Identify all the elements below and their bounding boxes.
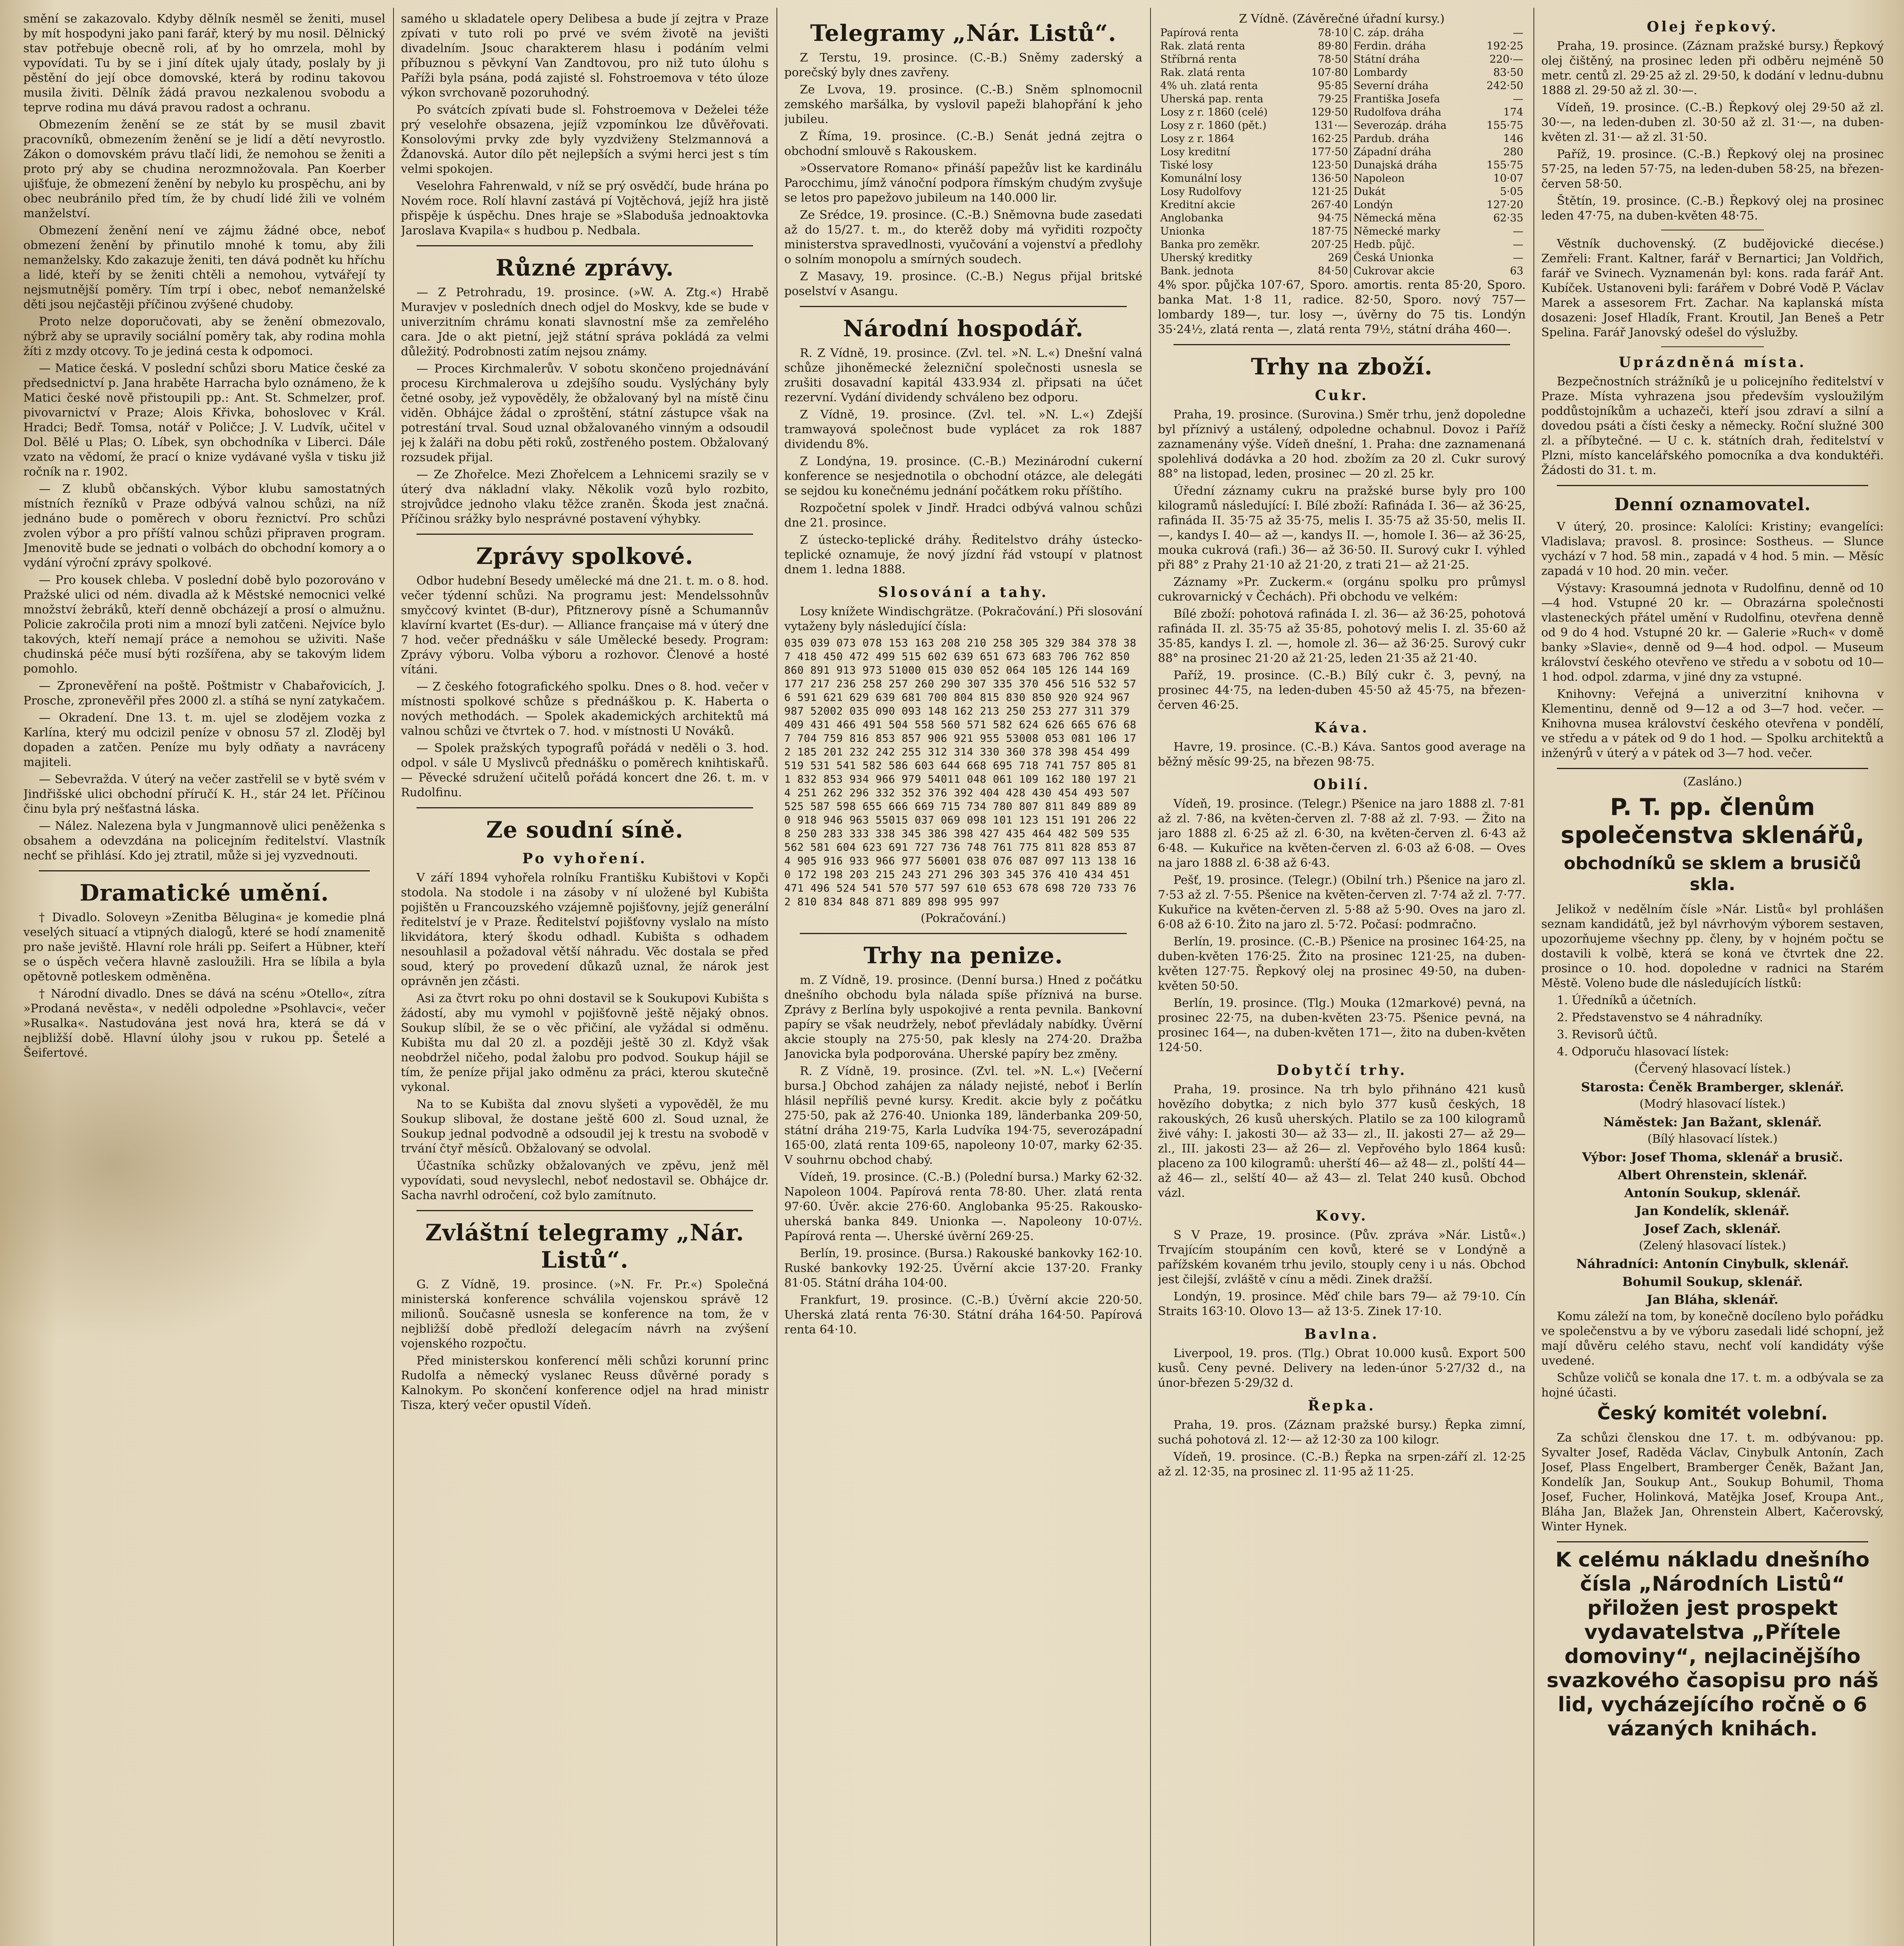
paragraph: S V Praze, 19. prosince. (Pův. zpráva »Nár. Listů«.) Trvajícím stoupáním cen kovů, které se v Londýně a pařížském kovaném trhu jevilo, stouply ceny i u nás. Obchod jest čilejší, zvláště v cínu a mědi. Zinek dražší. <box>1158 1228 1526 1286</box>
ballot-label: (Bílý hlasovací lístek.) <box>1647 1132 1778 1146</box>
paragraph: Vídeň, 19. prosince. (C.-B.) Řepka na srpen-září zl. 12·25 až zl. 12·35, na prosinec zl. 11·95 až 11·25. <box>1158 1450 1526 1479</box>
table-cell: 95·85 <box>1298 79 1351 93</box>
paragraph: 2. Představenstvo se 4 náhradníky. <box>1557 1011 1763 1024</box>
table-cell: — <box>1513 239 1523 251</box>
separator <box>1173 344 1510 345</box>
table-cell: Losy Rudolfovy <box>1160 186 1242 198</box>
table-cell: 280 <box>1503 146 1523 158</box>
separator <box>1557 1541 1868 1542</box>
paragraph: Komu záleží na tom, by konečně docíleno bylo pořádku ve společenstvu a by ve výboru zasedali lidé schopní, jež mají důvěru celého stavu, nechť volí kandidáty výše uvedené. <box>1541 1310 1884 1368</box>
paragraph: Paříž, 19. prosince. (C.-B.) Bílý cukr č. 3, pevný, na prosinec 44·75, na leden-duben 45·50 až 45·75, na březen-červen 46·25. <box>1158 669 1526 712</box>
table-cell: — <box>1513 93 1523 105</box>
candidate-name: Náhradníci: Antonín Cinybulk, sklenář. <box>1576 1256 1849 1271</box>
subheading: Dobytčí trhy. <box>1276 1062 1407 1078</box>
ad-subtitle: obchodníků se sklem a brusičů skla. <box>1563 854 1862 894</box>
paragraph: — Zpronevěření na poště. Poštmistr v Chabařovicích, J. Prosche, zpronevěřil přes 2000 zl. a stíhá se nyní zatykačem. <box>23 679 385 708</box>
paragraph: Z Říma, 19. prosince. (C.-B.) Senát jedná zejtra o obchodní smlouvě s Rakouskem. <box>784 130 1142 158</box>
table-row <box>1158 53 1526 66</box>
candidate-name: Výbor: Josef Thoma, sklenář a brusič. <box>1582 1150 1843 1164</box>
table-cell: 269 <box>1298 251 1351 265</box>
candidate-name: Antonín Soukup, sklenář. <box>1624 1186 1801 1200</box>
table-cell: Rak. zlatá renta <box>1160 67 1245 79</box>
paragraph: Liverpool, 19. pros. (Tlg.) Obrat 10.000 kusů. Export 500 kusů. Ceny pevné. Delivery na leden-únor 5·27/32 d., na únor-březen 5·29/32 d. <box>1158 1347 1526 1390</box>
paragraph: — Ze Zhořelce. Mezi Zhořelcem a Lehnicemi srazily se v úterý dva nákladní vlaky. Několik vozů bylo rozbito, strojvůdce jednoho vlaku těžce zraněn. Škoda jest značná. Příčinou srážky bylo nesprávné postavení výhybky. <box>401 468 769 526</box>
subheading: Uprázdněná místa. <box>1618 354 1807 371</box>
paragraph: Výstavy: Krasoumná jednota v Rudolfinu, denně od 10—4 hod. Vstupné 20 kr. — Obrazárna společnosti vlasteneckých přátel umění v Rudolfinu, otevřena denně od 9 do 4 hod. Vstupné 20 kr. — Galerie »Ruch« v domě banky »Slavie«, denně od 9—4 hod. odpol. — Museum království českého otevřeno ve středu a v sobotu od 10—1 hod. odpol. zdarma, v jiné dny za vstupné. <box>1541 581 1884 684</box>
table-cell: Ferdin. dráha <box>1353 40 1426 52</box>
table-cell: 107·80 <box>1298 66 1351 79</box>
table-cell: Lombardy <box>1353 67 1407 79</box>
subheading: Cukr. <box>1315 387 1369 404</box>
table-row <box>1158 119 1526 132</box>
table-cell: Losy z r. 1864 <box>1160 133 1235 145</box>
table-cell: Unionka <box>1160 225 1205 237</box>
table-row <box>1158 79 1526 93</box>
paragraph: Vídeň, 19. prosince. (C.-B.) (Polední bursa.) Marky 62·32. Napoleon 1004. Papírová renta 78·80. Uher. zlatá renta 97·60. Úvěr. akcie 276·60. Anglobanka 95·25. Rakousko-uherská banka 849. Unionka —. Napoleony 10·07½. Papírová renta —. Uherské úvěrní 269·25. <box>784 1170 1142 1243</box>
table-cell: Západní dráha <box>1353 146 1432 158</box>
paragraph: Proto nelze doporučovati, aby se ženění obmezovalo, nýbrž aby se upravily sociální poměry tak, aby rodina mohla žíti z mzdy otcovy. To je jediná cesta k odpomoci. <box>23 315 385 358</box>
table-row <box>1158 146 1526 159</box>
paragraph: Za schůzi členskou dne 17. t. m. odbývanou: pp. Syvalter Josef, Raděda Václav, Cinybulk Antonín, Zach Josef, Plass Engelbert, Bramberger Čeněk, Bažant Jan, Kondelík Jan, Soukup Ant., Soukup Bohumil, Thoma Josef, Fucher, Holinková, Matějka Josef, Kroupa Ant., Bláha Jan, Blažek Jan, Ohrenstein Albert, Kačerovský, Winter Hynek. <box>1541 1431 1884 1533</box>
ballot-label: (Modrý hlasovací lístek.) <box>1639 1097 1786 1111</box>
paragraph: R. Z Vídně, 19. prosince. (Zvl. tel. »N. L.«) Dnešní valná schůze jihoněmecké železniční společnosti usnesla se zrušiti dosavadní kapitál 433.934 zl. připsati na účet rezervní. Vydání dividendy schváleno bez odporu. <box>784 346 1142 404</box>
table-row <box>1158 172 1526 185</box>
table-cell: Papírová renta <box>1160 27 1239 39</box>
table-cell: Dukát <box>1353 186 1386 198</box>
table-cell: Kreditní akcie <box>1160 199 1235 211</box>
column-5 <box>1541 12 1884 1946</box>
table-cell: Uherský kreditky <box>1160 252 1252 264</box>
paragraph: Knihovny: Veřejná a univerzitní knihovna v Klementinu, denně od 9—12 a od 3—7 hod. večer. — Knihovna musea království českého otevřena v pondělí, ve středu a v pátek od 9 do 1 hod. — Spolku architektů a inženýrů v úterý a v pátek od 3—7 hod. večer. <box>1541 687 1884 760</box>
table-cell: 174 <box>1503 106 1523 118</box>
table-cell: 131·— <box>1298 119 1351 132</box>
table-cell: Dunajská dráha <box>1353 159 1437 171</box>
table-cell: Česká Unionka <box>1353 252 1434 264</box>
subheading: Kovy. <box>1316 1208 1368 1224</box>
separator <box>800 933 1127 934</box>
candidate-name: Albert Ohrenstein, sklenář. <box>1618 1168 1807 1182</box>
table-cell: 177·50 <box>1298 146 1351 159</box>
column-4 <box>1158 12 1526 1946</box>
paragraph: Losy knížete Windischgrätze. (Pokračování.) Při slosování vytaženy byly následující čísla: <box>784 605 1142 633</box>
paragraph: V září 1894 vyhořela rolníku Františku Kubištovi v Kopči stodola. Na stodole i na zásoby v ní uložené byl Kubišta pojištěn u Francouzského vzájemně pojišťovny, jejíž generální ředitelství je v Praze. Ředitelství pojišťovny vyslalo na místo likvidátora, který škodu odhadl. Kubišta s odhadem nesouhlasil a požadoval větší náhradu. Věc dostala se před soud, který po provedení důkazů uznal, že nárok jest oprávněn jen zčásti. <box>401 871 769 988</box>
table-row <box>1158 159 1526 172</box>
paragraph: Berlín, 19. prosince. (Bursa.) Rakouské bankovky 162·10. Ruské bankovky 192·25. Úvěrní akcie 137·20. Franky 81·05. Státní dráha 104·00. <box>784 1247 1142 1290</box>
paragraph: Po svátcích zpívati bude sl. Fohstroemova v Deželei téže prý veselohře obsazena, jejíž vzpomínkou lze důvěřovati. Konsolovými prvky zde byly vyzdviženy Stelzmannová a Ždanovská. Autor dílo pět nejlepších a svými herci jest s tím velmi spokojen. <box>401 103 769 176</box>
section-heading: Telegramy „Nár. Listů“. <box>810 20 1117 46</box>
table-cell: 127·20 <box>1486 199 1523 211</box>
column-1 <box>23 12 385 1946</box>
paragraph: — Okradení. Dne 13. t. m. ujel se zlodějem vozka z Karlína, který mu odcizil peníze v obnosu 57 zl. Zloděj byl dopaden a zatčen. Peníze mu byly odňaty a navráceny majiteli. <box>23 711 385 769</box>
column-divider <box>1533 8 1534 1946</box>
paragraph: Paříž, 19. prosince. (C.-B.) Řepkový olej na prosinec 57·25, na leden 57·75, na leden-duben 58·25, na březen-červen 58·50. <box>1541 148 1884 191</box>
paragraph: Frankfurt, 19. prosince. (C.-B.) Úvěrní akcie 220·50. Uherská zlatá renta 76·30. Státní dráha 164·50. Papírová renta 64·10. <box>784 1293 1142 1337</box>
candidate-name: Bohumil Soukup, sklenář. <box>1622 1274 1803 1289</box>
table-cell: Tiské losy <box>1160 159 1213 171</box>
table-row <box>1158 93 1526 106</box>
paragraph: Odbor hudební Besedy umělecké má dne 21. t. m. o 8. hod. večer týdenní schůzi. Na programu jest: Mendelssohnův smyčcový kvintet (B-dur), Pfitznerovy písně a Schumannův klavírní kvartet (Es-dur). — Alliance française má v úterý dne 7 hod. večer přednášku v sále Umělecké besedy. Program: Zprávy výboru. Volba výboru a rozhovor. Členové a hosté vítáni. <box>401 574 769 676</box>
paragraph: Praha, 19. prosince. Na trh bylo přihnáno 421 kusů hovězího dobytka; z nich bylo 377 kusů českých, 18 rakouských, 26 kusů uherských. Platilo se za 100 kilogramů živé váhy: I. jakosti 30— až 33— zl., II. jakosti 27— až 29— zl., III. jakosti 23— až 26— zl. Vepřového bylo 1864 kusů: placeno za 100 kilogramů: uherští 46— až 48— zl., polští 44— až 46— zl., selští 40— až 43— zl. Telat 240 kusů. Obchod vázl. <box>1158 1083 1526 1200</box>
table-cell: 121·25 <box>1298 185 1351 198</box>
paragraph: (Pokračování.) <box>920 912 1006 925</box>
separator <box>416 245 753 246</box>
subheading: Po vyhoření. <box>522 850 647 867</box>
paragraph: Berlín, 19. prosince. (C.-B.) Pšenice na prosinec 164·25, na duben-květen 176·25. Žito na prosinec 121·25, na duben-květen 127·75. Řepkový olej na prosinec 49·50, na duben-květen 50·50. <box>1158 935 1526 993</box>
subheading: Řepka. <box>1308 1398 1376 1414</box>
paragraph: — Z klubů občanských. Výbor klubu samostatných místních řezníků v Praze odbývá valnou schůzi, na níž jednáno bude o poměrech v oboru řeznictví. Pro schůzi zvolen výbor a pro příští valnou schůzi připraven program. Jmenovitě bude se jednati o volbách do obchodní komory a o vydání výroční zprávy spolkové. <box>23 482 385 570</box>
table-title: Z Vídně. (Závěrečné úřadní kursy.) <box>1239 12 1445 26</box>
table-cell: Státní dráha <box>1353 53 1420 65</box>
table-cell: 136·50 <box>1298 172 1351 185</box>
paragraph: Z ústecko-teplické dráhy. Ředitelstvo dráhy ústecko-teplické oznamuje, že nový jízdní řád vstoupí v platnost dnem 1. ledna 1888. <box>784 533 1142 576</box>
separator <box>416 807 753 808</box>
table-cell: — <box>1513 252 1523 264</box>
column-3 <box>784 12 1142 1946</box>
table-row <box>1158 238 1526 251</box>
paragraph: Účastníka schůzky obžalovaných ve zpěvu, jenž měl vypovídati, soud nevyslechl, neboť nedostavil se. Obhájce dr. Sacha navrhl odročení, což bylo zamítnuto. <box>401 1159 769 1202</box>
table-cell: 83·50 <box>1493 67 1523 79</box>
table-cell: 192·25 <box>1486 40 1523 52</box>
paragraph: Schůze voličů se konala dne 17. t. m. a odbývala se za hojné účasti. <box>1541 1371 1884 1400</box>
table-cell: 187·75 <box>1298 225 1351 238</box>
paragraph: Asi za čtvrt roku po ohni dostavil se k Soukupovi Kubišta s žádostí, aby mu vymohl v pojišťovně ještě nějaký obnos. Soukup slíbil, že se o věc přičiní, ale vyžádal si odměnu. Kubišta mu dal 20 zl. a později ještě 30 zl. Když však neobdržel ničeho, podal žalobu pro podvod. Soukup hájil se tím, že peníze přijal jako odměnu za práci, kterou skutečně vykonal. <box>401 992 769 1094</box>
paragraph: Praha, 19. prosince. (Surovina.) Směr trhu, jenž dopoledne byl příznivý a ustálený, odpoledne ochabnul. Dovoz i Paříž zaznamenány výše. Vídeň dnešní, 1. Praha: dne zaznamenaná spolehlivá dodávka a 20 hod. zbožím za 20 zl. Cukr surový 88° na listopad, leden, prosinec — 20 zl. 25 kr. <box>1158 408 1526 481</box>
paragraph: Rozpočetní spolek v Jindř. Hradci odbývá valnou schůzi dne 21. prosince. <box>784 501 1142 530</box>
subheading: Bavlna. <box>1304 1326 1379 1342</box>
table-row <box>1158 66 1526 79</box>
separator <box>1661 346 1764 347</box>
paragraph: G. Z Vídně, 19. prosince. (»N. Fr. Pr.«) Společná ministerská konference schválila vojenskou správě 12 milionů. Současně usnesla se konference na tom, že v nejbližší době předloží delegacím návrh na zvýšení vojenského rozpočtu. <box>401 1278 769 1351</box>
table-cell: 62·35 <box>1493 212 1523 224</box>
section-heading: Trhy na penize. <box>863 942 1063 969</box>
separator <box>1557 768 1868 769</box>
table-cell: C. záp. dráha <box>1353 27 1424 39</box>
column-divider <box>393 8 394 1946</box>
paragraph: Z Londýna, 19. prosince. (C.-B.) Mezinárodní cukerní konference se nesjednotila o obchodní otázce, ale delegáti se sejdou ku konečnému jednání počátkem roku příštího. <box>784 455 1142 498</box>
separator <box>416 534 753 535</box>
paragraph: Berlín, 19. prosince. (Tlg.) Mouka (12markové) pevná, na prosinec 22·75, na duben-květen 23·75. Pšenice pevná, na prosinec 164—, na duben-květen 171—, žito na duben-květen 124·50. <box>1158 996 1526 1054</box>
column-divider <box>776 8 777 1946</box>
table-cell: 84·50 <box>1298 265 1351 278</box>
table-row <box>1158 198 1526 212</box>
column-divider <box>1150 8 1151 1946</box>
paragraph: Havre, 19. prosince. (C.-B.) Káva. Santos good average na běžný měsíc 99·25, na březen 98·75. <box>1158 740 1526 769</box>
table-cell: 4% uh. zlatá renta <box>1160 80 1258 92</box>
column-2 <box>401 12 769 1946</box>
table-cell: 129·50 <box>1298 106 1351 119</box>
subheading: Olej řepkový. <box>1647 19 1778 35</box>
candidate-name: Jan Bláha, sklenář. <box>1646 1292 1779 1307</box>
table-cell: Německá měna <box>1353 212 1436 224</box>
section-heading: Denní oznamovatel. <box>1614 495 1811 515</box>
paragraph: — Z českého fotografického spolku. Dnes o 8. hod. večer v místnosti spolkové schůze s přednáškou p. K. Haberta o nových methodách. — Spolek akademických architektů má valnou schůzi ve čtvrtek o 7. hod. v místnosti U Nováků. <box>401 680 769 738</box>
table-row <box>1158 265 1526 278</box>
paragraph: Pešť, 19. prosince. (Telegr.) (Obilní trh.) Pšenice na jaro zl. 7·53 až zl. 7·55. Pšenice na květen-červen zl. 7·74 až zl. 7·77. Kukuřice na květen-červen zl. 5·88 až 5·90. Oves na jaro zl. 6·08 až 6·10. Žito na jaro zl. 5·72. Počasí: podmračno. <box>1158 873 1526 931</box>
paragraph: Obmezení ženění není ve zájmu žádné obce, neboť obmezení ženění by přinutilo mnohé k tomu, aby žili nemanželsky. Kdo zakazuje ženiti, ten dává podnět ku hříchu a lidé, kteří by se ženiti chtěli a nemohou, vytvářejí ty nejsmutnější poměry. Tím trpí i obec, neboť nemanželské děti jsou nejčastěji příčinou zvýšené chudoby. <box>23 224 385 311</box>
table-row <box>1158 106 1526 119</box>
table-row <box>1158 225 1526 238</box>
paragraph: Bílé zboží: pohotová rafináda I. zl. 36— až 36·25, pohotová rafináda II. zl. 35·75 až 35·85, pohotový melis I. zl. 35·60 až 35·85, kandys I. zl. —, homole zl. 36— až 36·25. Surový cukr 88° na prosinec 21·20 až 21·25, leden 21·35 až 21·40. <box>1158 607 1526 665</box>
candidate-name: Náměstek: Jan Bažant, sklenář. <box>1603 1115 1822 1129</box>
table-cell: 155·75 <box>1486 159 1523 171</box>
paragraph: Veselohra Fahrenwald, v níž se prý osvědčí, bude hrána po Novém roce. Rolí hlavní zastává pí Vojtěchová, jejíž hra jistě přispěje k úspěchu. Dnes hraje se »Slaboduša jednoaktovka Jaroslava Kvapila« s hudbou p. Nedbala. <box>401 179 769 237</box>
paragraph: Věstník duchovenský. (Z budějovické diecése.) Zemřeli: Frant. Kaltner, farář v Bernartici; Jan Voldřich, farář ve Svinech. Vyznamenán byl: kons. rada farář Ant. Kubíček. Ustanoveni byli: farářem v Dobré Vodě P. Václav Marek a assesorem Frt. Zachar. Na kaplanská místa dosazeni: Josef Hladík, Frant. Kroutil, Jan Beneš a Petr Spelina. Farář Janovský odešel do výslužby. <box>1541 237 1884 339</box>
paragraph: Bezpečnostních strážníků je u policejního ředitelství v Praze. Místa vyhrazena jsou především vysloužilým poddůstojníkům a uchazeči, kteří jsou zdraví a silní a dovedou psáti a čísti česky a německy. Roční služné 300 zl. a příbytečné. — U c. k. státních drah, ředitelství v Plzni, místo kancelářského pomocníka a dva konduktéři. Žádosti do 31. t. m. <box>1541 375 1884 477</box>
table-cell: 10·07 <box>1493 172 1523 184</box>
ad-notice: K celému nákladu dnešního čísla „Národních Listů“ přiložen jest prospekt vydavatelstva „Přítele domoviny“, nejlacinějšího svazkového časopisu pro náš lid, vycházejícího ročně o 6 vázaných knihách. <box>1546 1548 1879 1741</box>
paragraph: Z Masavy, 19. prosince. (C.-B.) Negus přijal britské poselství v Asangu. <box>784 270 1142 298</box>
table-cell: Komunální losy <box>1160 172 1242 184</box>
paragraph: — Matice česká. V poslední schůzi sboru Matice české za předsednictví p. Jana hraběte Harracha bylo oznámeno, že k Matici české nově přistoupili pp.: Ant. St. Schmelzer, prof. pivovarnictví v Praze; Alois Křivka, bohoslovec v Král. Hradci; Bedř. Tomsa, notář v Poličce; J. V. Ludvík, učitel v Dol. Bělé u Plas; O. Líbek, syn obchodníka v Liberci. Dále vzato na vědomí, že prací o knize vydávané vyšla v tisku již ročník na r. 1902. <box>23 362 385 479</box>
table-cell: Londýn <box>1353 199 1393 211</box>
paragraph: Vídeň, 19. prosince. (Telegr.) Pšenice na jaro 1888 zl. 7·81 až zl. 7·86, na květen-červen zl. 7·88 až zl. 7·93. — Žito na jaro 1888 zl. 6·25 až zl. 6·30, na květen-červen zl. 6·43 až 6·48. — Kukuřice na květen-červen zl. 6·03 až 6·08. — Oves na jaro 1888 zl. 6·38 až 6·43. <box>1158 797 1526 870</box>
paragraph: — Nález. Nalezena byla v Jungmannově ulici peněženka s obsahem a odevzdána na policejním ředitelství. Vlastník nechť se přihlásí. Kdo jej ztratil, může si jej vyzvednouti. <box>23 819 385 862</box>
table-cell: 155·75 <box>1486 119 1523 132</box>
ballot-label: (Červený hlasovací lístek.) <box>1634 1062 1791 1076</box>
paragraph: Jelikož v nedělním čísle »Nár. Listů« byl prohlášen seznam kandidátů, jež byl návrhovým výborem sestaven, upozorňujeme všechny pp. členy, by v hojném počtu se dostavili k volbě, která se koná ve čtvrtek dne 22. prosince o 10. hod. dopoledne v radnici na Starém Městě. Voleno bude dle následujících lístků: <box>1541 903 1884 990</box>
section-heading: Zprávy spolkové. <box>476 543 694 569</box>
subheading: Slosování a tahy. <box>878 584 1049 601</box>
candidate-name: Starosta: Čeněk Bramberger, sklenář. <box>1581 1080 1844 1094</box>
table-cell: 220·— <box>1489 53 1523 65</box>
table-cell: 78·50 <box>1298 53 1351 66</box>
paragraph: Praha, 19. prosince. (Záznam pražské bursy.) Řepkový olej čištěný, na prosinec leden při odběru nejméně 50 metr. centů zl. 29·25 až zl. 29·50, k dodání v lednu-dubnu 1888 zl. 29·50 až zl. 30·—. <box>1541 39 1884 97</box>
table-row <box>1158 212 1526 225</box>
table-cell: — <box>1513 225 1523 237</box>
paragraph: Z Terstu, 19. prosince. (C.-B.) Sněmy zaderský a porečský byly dnes zavřeny. <box>784 51 1142 79</box>
table-cell: Banka pro zeměkr. <box>1160 239 1260 251</box>
table-cell: Rudolfova dráha <box>1353 106 1442 118</box>
separator <box>800 306 1127 307</box>
paragraph: m. Z Vídně, 19. prosince. (Denní bursa.) Hned z počátku dnešního obchodu byla nálada spíše příznivá na burse. Zprávy z Berlína byly uspokojivé a renta pevnila. Bankovní papíry se však neudržely, neboť převládaly nabídky. Úvěrní akcie stouply na 275·50, pak klesly na 274·20. Dražba Janovicka byla podporována. Uherské papíry bez změny. <box>784 973 1142 1061</box>
candidate-name: Josef Zach, sklenář. <box>1644 1221 1781 1236</box>
table-cell: Bank. jednota <box>1160 265 1234 277</box>
table-cell: Losy z r. 1860 (celé) <box>1160 106 1268 118</box>
paragraph: Záznamy »Pr. Zuckerm.« (orgánu spolku pro průmysl cukrovarnický v Čechách). Při obchodu ve velkém: <box>1158 575 1526 604</box>
ballot-label: (Zelený hlasovací lístek.) <box>1639 1239 1786 1252</box>
paragraph: 3. Revisorů účtů. <box>1557 1028 1658 1041</box>
paragraph: V úterý, 20. prosince: Kalolíci: Kristiny; evangelíci: Vladislava; pravosl. 8. prosince: Sostheus. — Slunce vychází v 7 hod. 58 min., zapadá v 4 hod. 5 min. — Měsíc zapadá v 10 hod. 20 min. večer. <box>1541 520 1884 578</box>
lottery-numbers: 035 039 073 078 153 163 208 210 258 305 329 384 378 387 418 450 472 499 515 602 639 651 673 683 706 762 850 860 891 913 973 51000 015 030 052 064 105 126 144 169 177 217 236 258 257 260 290 307 335 370 456 516 532 576 591 621 629 639 681 700 804 815 830 850 920 924 967 987 52002 035 090 093 148 162 213 250 253 277 311 379 409 431 466 491 504 558 560 571 582 624 626 665 676 687 704 759 816 853 857 906 921 955 53008 053 081 106 172 185 201 232 242 255 312 314 330 360 378 398 454 499 519 531 541 582 586 603 644 668 695 718 741 757 805 811 832 853 934 966 979 54011 048 061 109 162 180 197 214 251 262 296 332 352 376 392 404 428 430 454 493 507 525 587 598 655 666 669 715 734 780 807 811 849 889 890 918 946 963 55015 037 069 098 101 123 151 191 206 228 250 283 333 338 345 386 398 427 435 464 482 509 535 562 581 604 623 691 727 736 748 761 775 811 828 853 874 905 916 933 966 977 56001 038 076 087 097 113 138 160 172 198 203 215 243 271 296 303 345 376 410 434 451 471 496 524 541 570 577 597 610 653 678 698 720 733 762 810 834 848 871 889 898 995 997 <box>784 637 1136 908</box>
table-row <box>1158 132 1526 146</box>
table-cell: Německé marky <box>1353 225 1440 237</box>
paragraph: »Osservatore Romano« přináší papežův list ke kardinálu Parocchimu, jímž vánoční podpora římským chudým zvyšuje se letos pro papežovo jubileum na 140.000 lir. <box>784 162 1142 205</box>
paragraph: smění se zakazovalo. Kdyby dělník nesměl se ženiti, musel by mít hospodyni jako pani farář, který by mu nosil. Dělnický stav potřebuje obecně roli, ať by ho omrzela, mohl by vypovídati. Tu by se i jiní dítek ujaly útady, poslaly by ji pěstění do její obce domovské, která by rodinu takovou musila živiti. Dělník žádá pravou nezkalenou svobodu a teprve rodina mu dává pravou radost a ochranu. <box>23 12 385 114</box>
paragraph: Ze Lvova, 19. prosince. (C.-B.) Sněm splnomocnil zemského maršálka, by vyslovil papeži blahopřání k jeho jubileu. <box>784 83 1142 126</box>
table-cell: Losy z r. 1860 (pět.) <box>1160 119 1266 132</box>
section-heading: Zvláštní telegramy „Nár. Listů“. <box>425 1219 745 1273</box>
table-cell: 162·25 <box>1298 132 1351 146</box>
paragraph: Na to se Kubišta dal znovu slyšeti a vypověděl, že mu Soukup sliboval, že dostane ještě 600 zl. Soud uznal, že Soukup jednal podvodně a odsoudil jej k trestu na svobodě v trvání čtyř měsíců. Obžalovaný se odvolal. <box>401 1098 769 1156</box>
table-cell: 207·25 <box>1298 238 1351 251</box>
paragraph: — Sebevražda. V úterý na večer zastřelil se v bytě svém v Jindřišské ulici obchodní příručí K. H., stár 24 let. Příčinou činu byla prý nešťastná láska. <box>23 773 385 816</box>
paragraph: — Proces Kirchmalerův. V sobotu skončeno projednávání procesu Kirchmalerova u zdejšího soudu. Vyslýchány byly četné osoby, jež vypověděly, že obžalovaný byl na místě činu viděn. Obhájce žádal o zproštění, státní zástupce však na potrestání trval. Soud uznal obžalovaného vinným a odsoudil jej k žaláři na dobu pěti roků, zostřeného postem. Obžalovaný rozsudek přijal. <box>401 362 769 464</box>
paragraph: Úřední záznamy cukru na pražské burse byly pro 100 kilogramů následující: I. Bílé zboží: Rafináda I. 36— až 36·25, rafináda II. 35·75 až 35·75, melis I. 35·75 až 35·50, melis II. —, kandys I. 40— až —, kandys II. —, homole I. 36— až 36·25, mouka cukrová (rafi.) 36— až 36·50. II. Surový cukr I. výhled při 88° z Prahy 21·10 až 21·20, z trati 21— až 21·25. <box>1158 484 1526 572</box>
table-row <box>1158 26 1526 40</box>
table-row <box>1158 251 1526 265</box>
paragraph: Ze Srédce, 19. prosince. (C.-B.) Sněmovna bude zasedati až do 15/27. t. m., do kterěž doby má vyřiditi rozpočty ministerstva spravedlnosti, vyučování a vojenství a předlohy o solním monopolu a smírných soudech. <box>784 208 1142 266</box>
subheading: Káva. <box>1314 720 1370 736</box>
paragraph: Před ministerskou konferencí měli schůzi korunní princ Rudolfa a německý vyslanec Reuss důvěrné porady s Kalnokym. Po skončení konference odjel na hrad ministr Tisza, který večer opustil Vídeň. <box>401 1354 769 1412</box>
candidate-name: Jan Kondelík, sklenář. <box>1635 1203 1790 1218</box>
paragraph: Obmezením ženění se ze stát by se musil zbavit pracovníků, obmezením ženění se je lidí a dětí nevyrostlo. Zákon o domovském právu tlačí lidi, že nemohou se ženiti a proto prý aby se chudina nerozmnožovala. Pan Koerber ujišťuje, že obmezení ženění by nebylo ku prospěchu, ani by obec neubránilo před tím, že by chudí lidé žili ve volném manželství. <box>23 118 385 220</box>
paragraph: Praha, 19. pros. (Záznam pražské bursy.) Řepka zimní, suchá pohotová zl. 12·— až 12·30 za 100 kilogr. <box>1158 1418 1526 1447</box>
separator <box>39 870 370 871</box>
paragraph: Londýn, 19. prosince. Měď chile bars 79— až 79·10. Cín Straits 163·10. Olovo 13— až 13·5. Zinek 17·10. <box>1158 1290 1526 1318</box>
separator <box>1557 485 1868 486</box>
section-heading: Trhy na zboží. <box>1251 353 1433 380</box>
table-cell: 267·40 <box>1298 198 1351 212</box>
table-cell: Losy kreditní <box>1160 146 1230 158</box>
paragraph: † Národní divadlo. Dnes se dává na scénu »Otello«, zítra »Prodaná nevěsta«, v neděli odpoledne »Psohlavci«, večer »Rusalka«. Nastudována jest nová hra, která se dá v nejbližší době. Hlavní úlohy jsou v rukou pp. Šetelé a Šeifertové. <box>23 987 385 1060</box>
section-heading: Různé zprávy. <box>495 255 674 281</box>
table-row <box>1158 185 1526 198</box>
table-cell: Uherská pap. renta <box>1160 93 1263 105</box>
table-cell: Severozáp. dráha <box>1353 119 1447 132</box>
paragraph: Z Vídně, 19. prosince. (Zvl. tel. »N. L.«) Zdejší tramwayová společnost bude vyplácet za rok 1887 dividendu 8%. <box>784 408 1142 451</box>
table-cell: Stříbrná renta <box>1160 53 1237 65</box>
table-cell: 123·50 <box>1298 159 1351 172</box>
table-cell: 78·10 <box>1298 26 1351 40</box>
paragraph: — Z Petrohradu, 19. prosince. (»W. A. Ztg.«) Hrabě Muravjev v posledních dnech odjel do Moskvy, kde se bude v univerzitním chrámu konati slavnostní mše za zemřelého cara. Jde o akt pietní, jejž státní správa pokládá za velmi důležitý. Podrobnosti zatím nejsou známy. <box>401 286 769 358</box>
paragraph: samého u skladatele opery Delibesa a bude jí zejtra v Praze zpívati v tuto roli po prvé ve svém životě na jevišti divadelním. Jsouc charakterem hlasu i podáním velmi příbuznou s pěvkyní Van Zandtovou, pro niž tuto úlohu s Paříži byla psána, podá zajisté sl. Fohstroemova v této úloze výkon svrchovaně pozoruhodný. <box>401 12 769 100</box>
ad-heading: Český komitét volební. <box>1597 1403 1828 1424</box>
table-cell: — <box>1513 27 1523 39</box>
table-cell: Cukrovar akcie <box>1353 265 1435 277</box>
paragraph: 4% spor. půjčka 107·67, Sporo. amortis. renta 85·20, Sporo. banka Mat. 1·8 11, radice. 82·50, Sporo. nový 757— lombardy 189—, tur. losy —, úvěrny do 75 tis. Londýn 35·24½, zlatá renta —, zlatá renta 79½, státní dráha 460—. <box>1158 278 1526 336</box>
exchange-rates-table <box>1158 26 1526 278</box>
table-cell: 94·75 <box>1298 212 1351 225</box>
section-heading: Dramatické umění. <box>79 880 329 906</box>
table-cell: Napoleon <box>1353 172 1405 184</box>
paragraph: 4. Odporuču hlasovací lístek: <box>1557 1045 1729 1059</box>
paragraph: Štětín, 19. prosince. (C.-B.) Řepkový olej na prosinec leden 47·75, na duben-květen 48·75. <box>1541 194 1884 223</box>
section-heading: Ze soudní síně. <box>486 817 683 843</box>
paragraph: — Pro kousek chleba. V poslední době bylo pozorováno v Pražské ulici od ném. divadla až k Městské nemocnici velké množství žebráků, kteří denně obcházejí a prosí o almužnu. Policie zakročila proti nim a mnozí byli zatčeni. Nejvíce bylo takových, kteří nemají práce a nemohou se uživiti. Naše chudinská péče musí býti rozšířena, aby se takovým lidem pomohlo. <box>23 573 385 676</box>
paragraph: R. Z Vídně, 19. prosince. (Zvl. tel. »N. L.«) [Večerní bursa.] Obchod zahájen za nálady nejisté, neboť i Berlín hlásil nepříliš pevné kursy. Kredit. akcie byly z počátku 275·50, pak až 276·40. Unionka 189, länderbanka 209·50, státní dráha 219·75, Karla Ludvíka 194·75, severozápadní 165·00, zlatá renta 109·65, napoleony 10·07, marky 62·35. V souhrnu obchod chabý. <box>784 1064 1142 1167</box>
table-cell: Františka Josefa <box>1353 93 1440 105</box>
table-cell: Severní dráha <box>1353 80 1429 92</box>
table-cell: 63 <box>1510 265 1523 277</box>
table-cell: 5·05 <box>1500 186 1523 198</box>
separator <box>416 1210 753 1211</box>
subheading: Obilí. <box>1313 776 1370 793</box>
paragraph: † Divadlo. Soloveyn »Zenitba Bělugina« je komedie plná veselých situací a vtipných dialogů, které se hodí znamenitě pro naše jeviště. Hlavní role hráli pp. Seifert a Hübner, kteří se o úspěch večera hlavně zasloužili. Hra se líbila a byla opětovně potleskem odměněna. <box>23 911 385 984</box>
ad-title: P. T. pp. členům společenstva sklenářů, <box>1560 794 1865 849</box>
table-cell: 242·50 <box>1486 80 1523 92</box>
table-cell: 79·25 <box>1298 93 1351 106</box>
table-cell: 146 <box>1503 133 1523 145</box>
table-row <box>1158 40 1526 53</box>
table-cell: Pardub. dráha <box>1353 133 1430 145</box>
paragraph: 1. Úředníků a účetních. <box>1557 994 1697 1007</box>
table-cell: Hedb. půjč. <box>1353 239 1415 251</box>
table-cell: Anglobanka <box>1160 212 1224 224</box>
table-cell: 89·80 <box>1298 40 1351 53</box>
table-cell: Rak. zlatá renta <box>1160 40 1245 52</box>
paragraph: Vídeň, 19. prosince. (C.-B.) Řepkový olej 29·50 až zl. 30·—, na leden-duben zl. 30·50 až zl. 31·—, na duben-květen zl. 31·— až zl. 31·50. <box>1541 101 1884 144</box>
paragraph: (Zasláno.) <box>1683 775 1742 789</box>
section-heading: Národní hospodář. <box>843 315 1084 342</box>
paragraph: — Spolek pražských typografů pořádá v neděli o 3. hod. odpol. v sále U Myslivců přednášku o poměrech knihtiskařů. — Pěvecké sdružení učitelů pořádá koncert dne 26. t. m. v Rudolfinu. <box>401 741 769 799</box>
